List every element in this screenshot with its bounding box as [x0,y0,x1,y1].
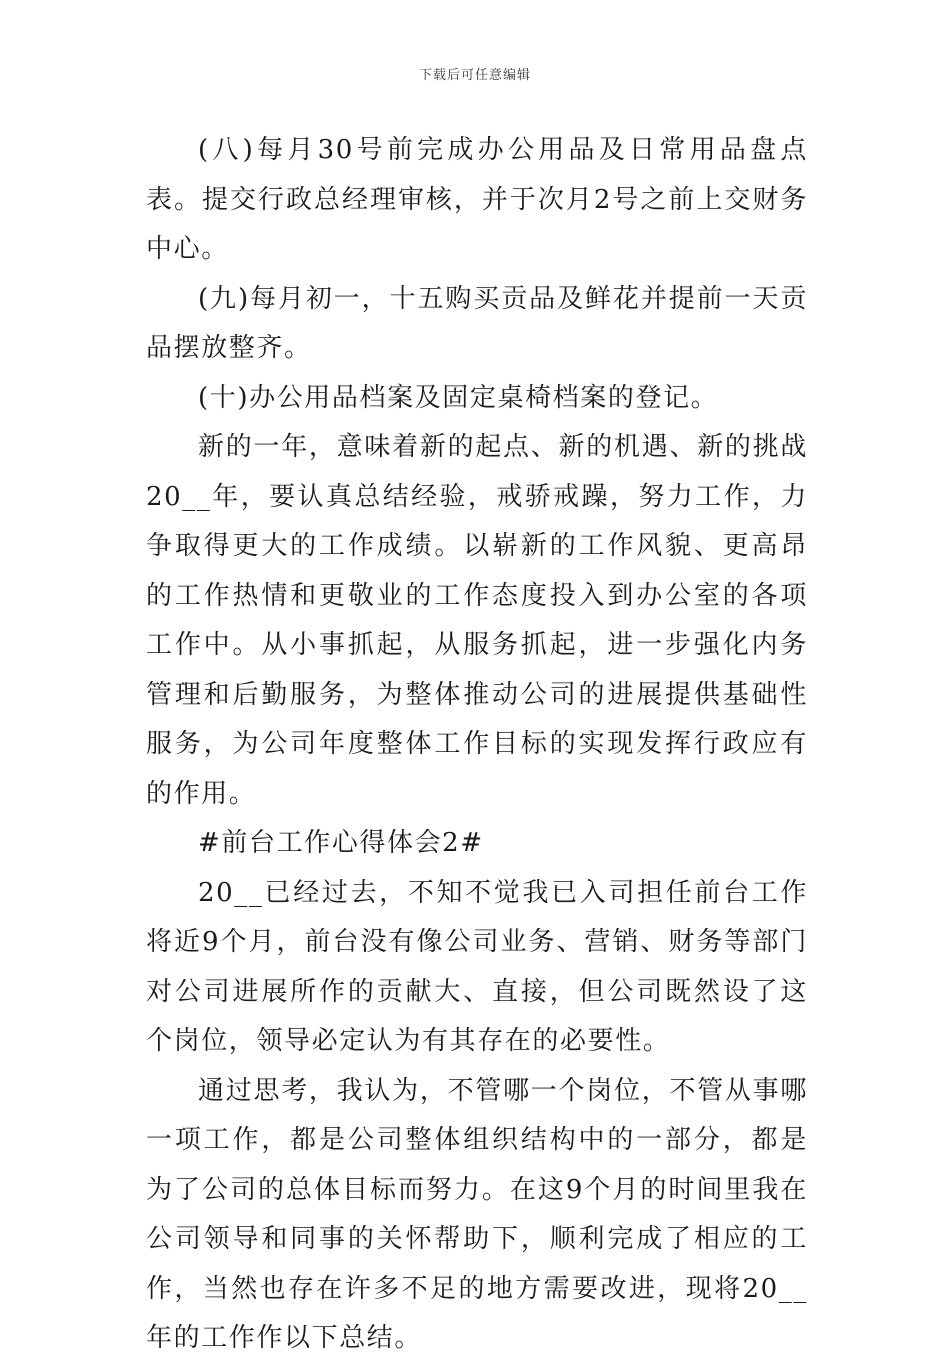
paragraph-intro: 20__已经过去，不知不觉我已入司担任前台工作将近9个月，前台没有像公司业务、营销、财务等部门对公司进展所作的贡献大、直接，但公司既然设了这个岗位，领导必定认为有其存在的必要性。 [146,877,808,1056]
paragraph-item-8: (八)每月30号前完成办公用品及日常用品盘点表。提交行政总经理审核，并于次月2号之前上交财务中心。 [146,135,808,264]
paragraph-item-10: (十)办公用品档案及固定桌椅档案的登记。 [198,382,719,413]
document-body [146,126,808,1364]
paragraph-new-year: 新的一年，意味着新的起点、新的机遇、新的挑战20__年，要认真总结经验，戒骄戒躁，努力工作，力争取得更大的工作成绩。以崭新的工作风貌、更高昂的工作热情和更敬业的工作态度投入到办公室的各项工作中。从小事抓起，从服务抓起，进一步强化内务管理和后勤服务，为整体推动公司的进展提供基础性服务，为公司年度整体工作目标的实现发挥行政应有的作用。 [146,432,808,809]
paragraph-item-9: (九)每月初一，十五购买贡品及鲜花并提前一天贡品摆放整齐。 [146,283,808,363]
paragraph-reflection: 通过思考，我认为，不管哪一个岗位，不管从事哪一项工作，都是公司整体组织结构中的一部分，都是为了公司的总体目标而努力。在这9个月的时间里我在公司领导和同事的关怀帮助下，顺利完成了相应的工作，当然也存在许多不足的地方需要改进，现将20__年的工作作以下总结。 [146,1075,808,1353]
page-header-note: 下载后可任意编辑 [418,68,531,83]
section-heading: #前台工作心得体会2# [198,828,484,858]
